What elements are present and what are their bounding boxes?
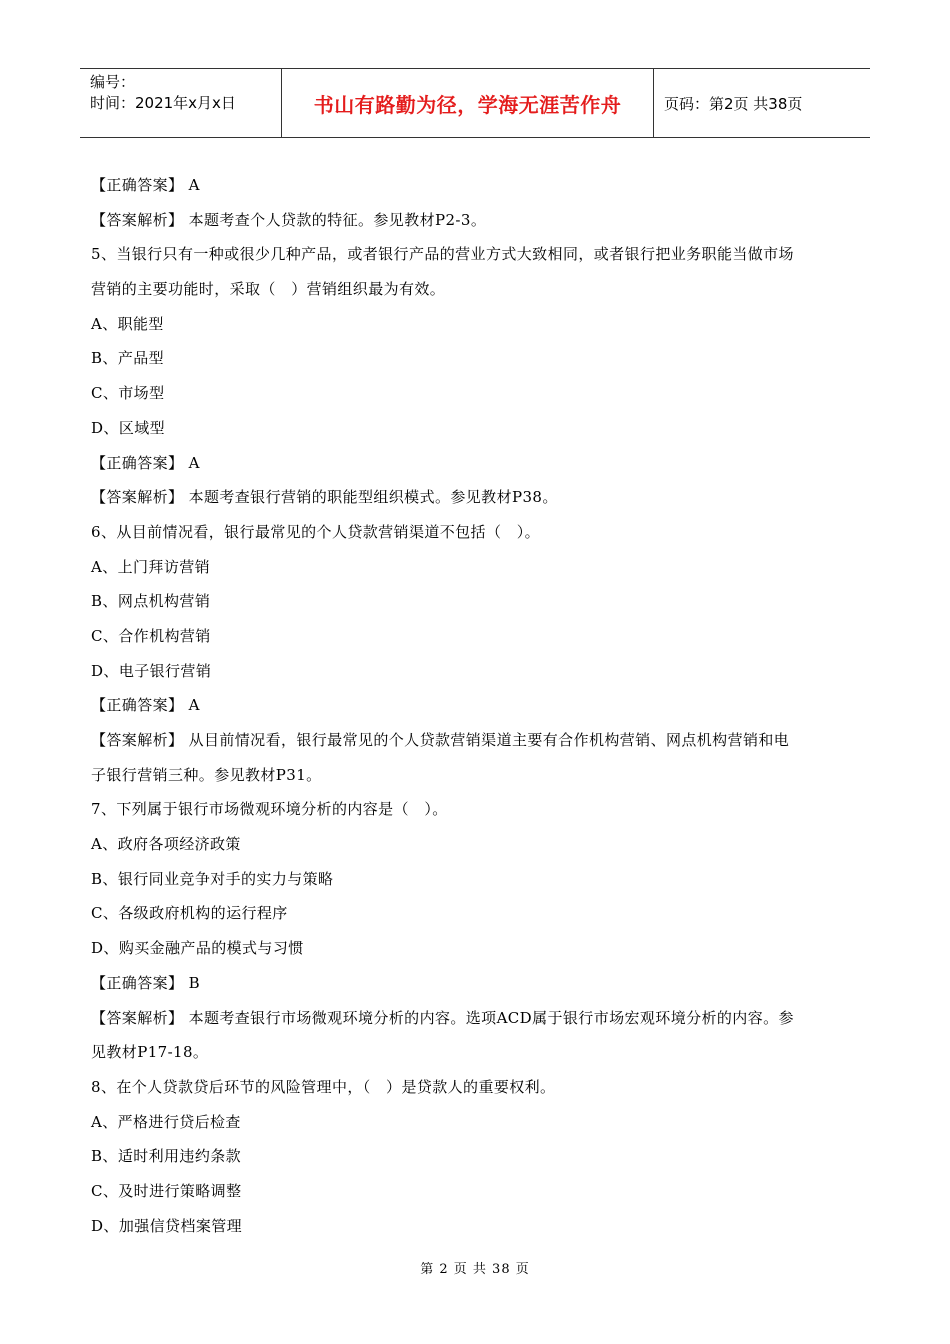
question-6-explanation-cont: 子银行营销三种。参见教材P31。 (91, 765, 322, 784)
question-7-text: 7、下列属于银行市场微观环境分析的内容是（ ）。 (91, 800, 448, 819)
page-footer: 第 2 页 共 38 页 (420, 1262, 530, 1277)
question-6-option-a: A、上门拜访营销 (91, 557, 211, 576)
header-meta (80, 69, 282, 137)
question-6-text: 6、从目前情况看，银行最常见的个人贷款营销渠道不包括（ ）。 (91, 522, 541, 541)
question-5-text: 5、当银行只有一种或很少几种产品，或者银行产品的营业方式大致相同，或者银行把业务职能当做市场 (91, 245, 794, 264)
question-5-option-a: A、职能型 (91, 314, 164, 333)
question-7-option-c: C、各级政府机构的运行程序 (91, 904, 288, 923)
question-5-explanation: 【答案解析】 本题考查银行营销的职能型组织模式。参见教材P38。 (91, 488, 558, 507)
question-7-option-d: D、购买金融产品的模式与习惯 (91, 939, 304, 958)
explanation-line: 【答案解析】 本题考查个人贷款的特征。参见教材P2-3。 (91, 210, 487, 229)
document-header (80, 68, 870, 138)
question-7-option-b: B、银行同业竞争对手的实力与策略 (91, 869, 334, 888)
question-6-answer: 【正确答案】 A (91, 696, 200, 715)
question-6-option-c: C、合作机构营销 (91, 626, 211, 645)
question-8-option-d: D、加强信贷档案管理 (91, 1216, 243, 1235)
question-8-option-c: C、及时进行策略调整 (91, 1181, 242, 1200)
question-6-explanation: 【答案解析】 从目前情况看，银行最常见的个人贷款营销渠道主要有合作机构营销、网点机构营销和电 (91, 731, 790, 749)
question-8-option-a: A、严格进行贷后检查 (91, 1112, 241, 1131)
header-motto: 书山有路勤为径，学海无涯苦作舟 (282, 69, 654, 137)
question-5-option-c: C、市场型 (91, 384, 165, 403)
document-number-label: 编号： (90, 73, 136, 91)
question-7-option-a: A、政府各项经济政策 (91, 835, 241, 854)
header-page-info: 页码：第2页 共38页 (664, 94, 803, 113)
document-date: 时间：2021年x月x日 (90, 94, 236, 112)
document-body (91, 168, 871, 1243)
question-8-text: 8、在个人贷款贷后环节的风险管理中，（ ）是贷款人的重要权利。 (91, 1077, 556, 1096)
question-8-option-b: B、适时利用违约条款 (91, 1147, 242, 1166)
question-5-option-b: B、产品型 (91, 349, 165, 368)
question-7-answer: 【正确答案】 B (91, 973, 200, 992)
question-6-option-d: D、电子银行营销 (91, 661, 212, 680)
question-7-explanation: 【答案解析】 本题考查银行市场微观环境分析的内容。选项ACD属于银行市场宏观环境分析的内容。参 (91, 1008, 794, 1027)
question-5-text-cont: 营销的主要功能时，采取（ ）营销组织最为有效。 (91, 280, 446, 299)
question-5-option-d: D、区域型 (91, 418, 166, 437)
question-5-answer: 【正确答案】 A (91, 453, 200, 472)
question-6-option-b: B、网点机构营销 (91, 592, 211, 611)
answer-line: 【正确答案】 A (91, 176, 200, 194)
question-7-explanation-cont: 见教材P17-18。 (91, 1043, 209, 1062)
